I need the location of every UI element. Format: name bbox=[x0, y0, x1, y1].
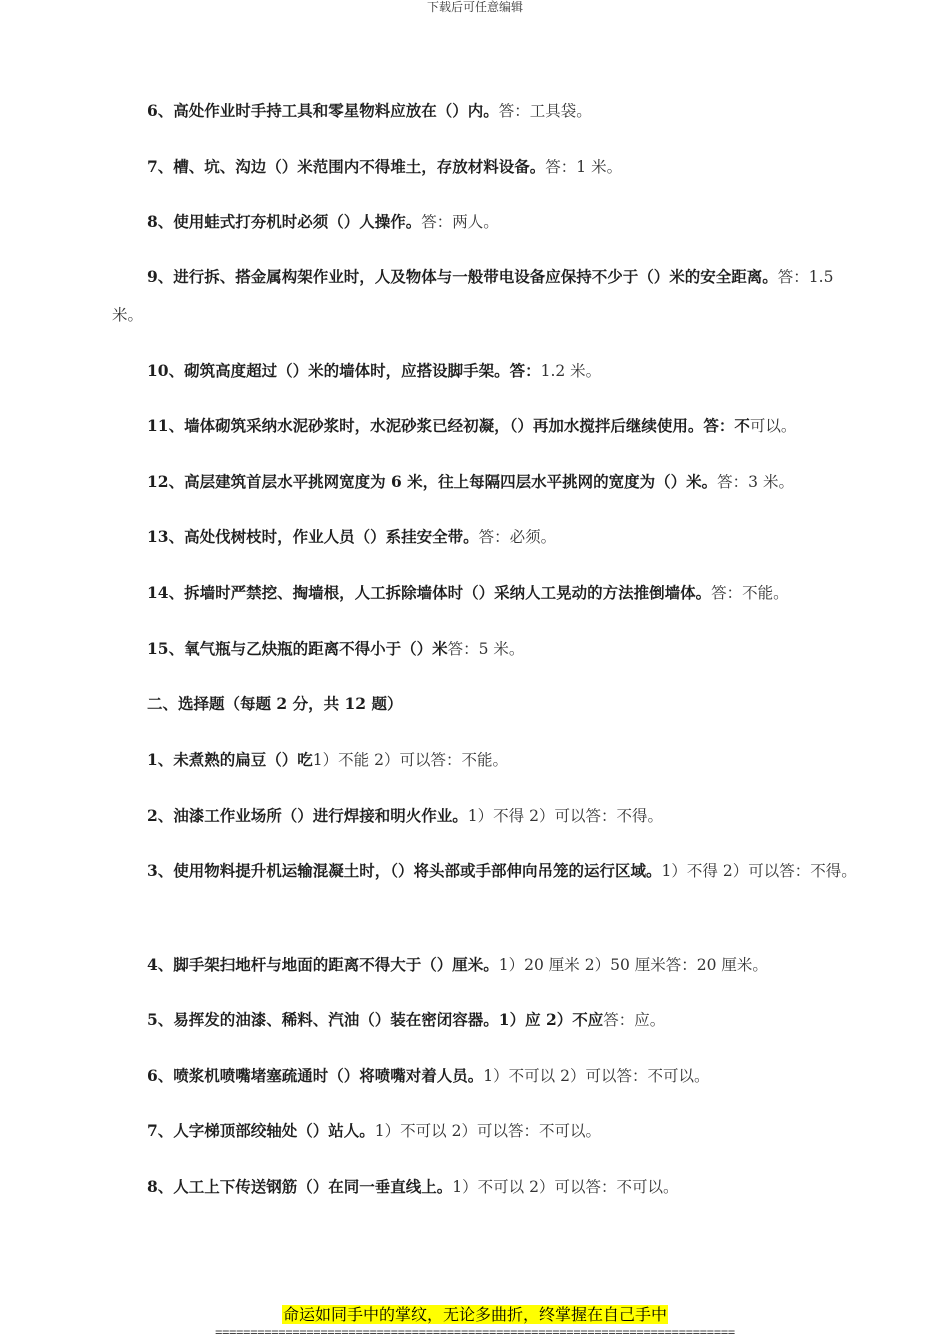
question-item bbox=[112, 1112, 860, 1150]
answer-text: 可以。 bbox=[749, 417, 797, 435]
question-text: 8、使用蛙式打夯机时必须（）人操作。 bbox=[147, 212, 422, 231]
answer-text: 答：两人。 bbox=[421, 213, 499, 231]
answer-text: 1）不得 2）可以答：不得。 bbox=[467, 807, 663, 825]
answer-text: 答：工具袋。 bbox=[498, 102, 592, 120]
footer-motto bbox=[0, 1305, 950, 1325]
question-text: 6、喷浆机喷嘴堵塞疏通时（）将喷嘴对着人员。 bbox=[147, 1066, 484, 1085]
answer-text: 1）不得 2）可以答：不得。 bbox=[661, 862, 857, 880]
answer-text: 答：5 米。 bbox=[447, 640, 525, 658]
answer-text: 1）不可以 2）可以答：不可以。 bbox=[374, 1122, 601, 1140]
question-item bbox=[112, 407, 860, 445]
question-text: 10、砌筑高度超过（）米的墙体时，应搭设脚手架。答： bbox=[147, 361, 541, 380]
question-item bbox=[112, 630, 860, 668]
question-text: 12、高层建筑首层水平挑网宽度为 6 米，往上每隔四层水平挑网的宽度为（）米。 bbox=[147, 472, 718, 491]
question-item bbox=[112, 203, 860, 241]
footer-rule: ========================================================================== bbox=[215, 1325, 735, 1339]
question-item bbox=[112, 92, 860, 130]
question-text: 15、氧气瓶与乙炔瓶的距离不得小于（）米 bbox=[147, 639, 448, 658]
question-text: 2、油漆工作业场所（）进行焊接和明火作业。 bbox=[147, 806, 468, 825]
answer-text: 1.2 米。 bbox=[540, 362, 602, 380]
question-item bbox=[112, 518, 860, 556]
question-text: 二、选择题（每题 2 分，共 12 题） bbox=[147, 694, 403, 713]
answer-text: 答：1 米。 bbox=[545, 158, 623, 176]
question-item bbox=[112, 1057, 860, 1095]
question-item bbox=[112, 352, 860, 390]
question-text: 14、拆墙时严禁挖、掏墙根，人工拆除墙体时（）采纳人工晃动的方法推倒墙体。 bbox=[147, 583, 712, 602]
question-item bbox=[112, 797, 860, 835]
answer-text: 答：必须。 bbox=[478, 528, 557, 546]
question-item bbox=[112, 946, 860, 984]
question-item bbox=[112, 852, 860, 890]
answer-text: 1）不可以 2）可以答：不可以。 bbox=[483, 1067, 710, 1085]
question-text: 8、人工上下传送钢筋（）在同一垂直线上。 bbox=[147, 1177, 453, 1196]
question-item bbox=[112, 148, 860, 186]
question-text: 7、人字梯顶部绞轴处（）站人。 bbox=[147, 1121, 375, 1140]
question-text: 7、槽、坑、沟边（）米范围内不得堆土，存放材料设备。 bbox=[147, 157, 546, 176]
question-text: 6、高处作业时手持工具和零星物料应放在（）内。 bbox=[147, 101, 499, 120]
answer-text: 答：1.5 米。 bbox=[112, 268, 834, 324]
question-text: 1、未煮熟的扁豆（）吃 bbox=[147, 750, 313, 769]
answer-text: 1）不能 2）可以答：不能。 bbox=[312, 751, 508, 769]
question-item bbox=[112, 685, 860, 723]
question-text: 13、高处伐树枝时，作业人员（）系挂安全带。 bbox=[147, 527, 479, 546]
question-text: 9、进行拆、搭金属构架作业时，人及物体与一般带电设备应保持不少于（）米的安全距离。 bbox=[147, 267, 778, 286]
question-item bbox=[112, 1168, 860, 1206]
answer-text: 答：3 米。 bbox=[717, 473, 794, 491]
answer-text: 1）20 厘米 2）50 厘米答：20 厘米。 bbox=[498, 956, 768, 974]
answer-text: 1）不可以 2）可以答：不可以。 bbox=[452, 1178, 679, 1196]
question-item bbox=[112, 258, 860, 334]
answer-text: 答：应。 bbox=[603, 1011, 666, 1029]
question-item bbox=[112, 741, 860, 779]
question-item bbox=[112, 574, 860, 612]
question-item bbox=[112, 1001, 860, 1039]
page-header: 下载后可任意编辑 bbox=[426, 0, 523, 14]
question-text: 5、易挥发的油漆、稀料、汽油（）装在密闭容器。1）应 2）不应 bbox=[147, 1010, 604, 1029]
question-text: 3、使用物料提升机运输混凝土时，（）将头部或手部伸向吊笼的运行区域。 bbox=[147, 861, 662, 880]
motto-text: 命运如同手中的掌纹，无论多曲折，终掌握在自己手中 bbox=[282, 1305, 667, 1324]
answer-text: 答：不能。 bbox=[711, 584, 789, 602]
question-text: 4、脚手架扫地杆与地面的距离不得大于（）厘米。 bbox=[147, 955, 499, 974]
question-text: 11、墙体砌筑采纳水泥砂浆时，水泥砂浆已经初凝，（）再加水搅拌后继续使用。答：不 bbox=[147, 416, 750, 435]
question-item bbox=[112, 463, 860, 501]
